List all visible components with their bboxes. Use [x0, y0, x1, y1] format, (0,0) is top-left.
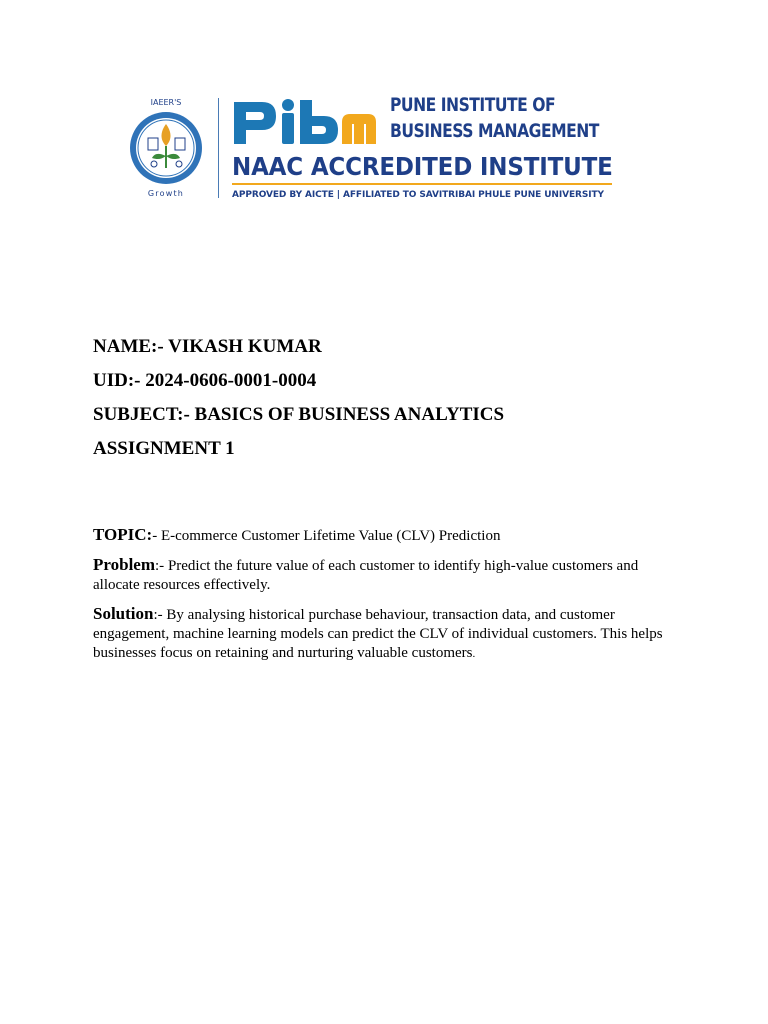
accreditation-title: NAAC ACCREDITED INSTITUTE: [232, 152, 613, 181]
problem-label: Problem: [93, 555, 156, 574]
logo-divider: [218, 98, 219, 198]
accent-rule: [232, 183, 612, 185]
solution-end: .: [472, 648, 476, 660]
institute-name-line1: PUNE INSTITUTE OF: [390, 94, 556, 116]
institute-name: [390, 92, 599, 144]
seal-bottom-text: Growth: [147, 189, 185, 198]
solution-paragraph: [93, 604, 673, 664]
problem-text: Predict the future value of each customer to identify high-value customers and allocate resources effectively.: [93, 558, 639, 593]
student-uid: UID:- 2024-0606-0001-0004: [93, 370, 317, 391]
iaeer-seal-logo: [124, 94, 208, 202]
topic-text: E-commerce Customer Lifetime Value (CLV) Prediction: [160, 528, 501, 544]
seal-top-text: IAEER'S: [150, 98, 182, 107]
student-name: NAME:- VIKASH KUMAR: [93, 336, 322, 357]
institute-logo-banner: [124, 94, 616, 204]
problem-separator: :-: [155, 558, 168, 574]
solution-label: Solution: [93, 604, 154, 623]
institute-name-line2: BUSINESS MANAGEMENT: [390, 120, 599, 142]
assignment-title: ASSIGNMENT 1: [93, 438, 235, 459]
subject-line: SUBJECT:- BASICS OF BUSINESS ANALYTICS: [93, 404, 505, 425]
solution-text: By analysing historical purchase behaviour, transaction data, and customer engagement, machine learning models can predict the CLV of individual customers. This helps businesses focus on retaining and nurturing valuable customers: [93, 607, 663, 661]
student-details: [93, 336, 504, 472]
problem-paragraph: [93, 555, 673, 595]
solution-separator: :-: [153, 607, 167, 623]
topic-label: TOPIC:: [93, 525, 153, 544]
topic-paragraph: [93, 525, 673, 546]
assignment-content: [93, 525, 673, 673]
approval-line: APPROVED BY AICTE | AFFILIATED TO SAVITRIBAI PHULE PUNE UNIVERSITY: [232, 190, 604, 200]
topic-separator: -: [152, 528, 161, 544]
pibm-wordmark-logo: [232, 96, 378, 148]
